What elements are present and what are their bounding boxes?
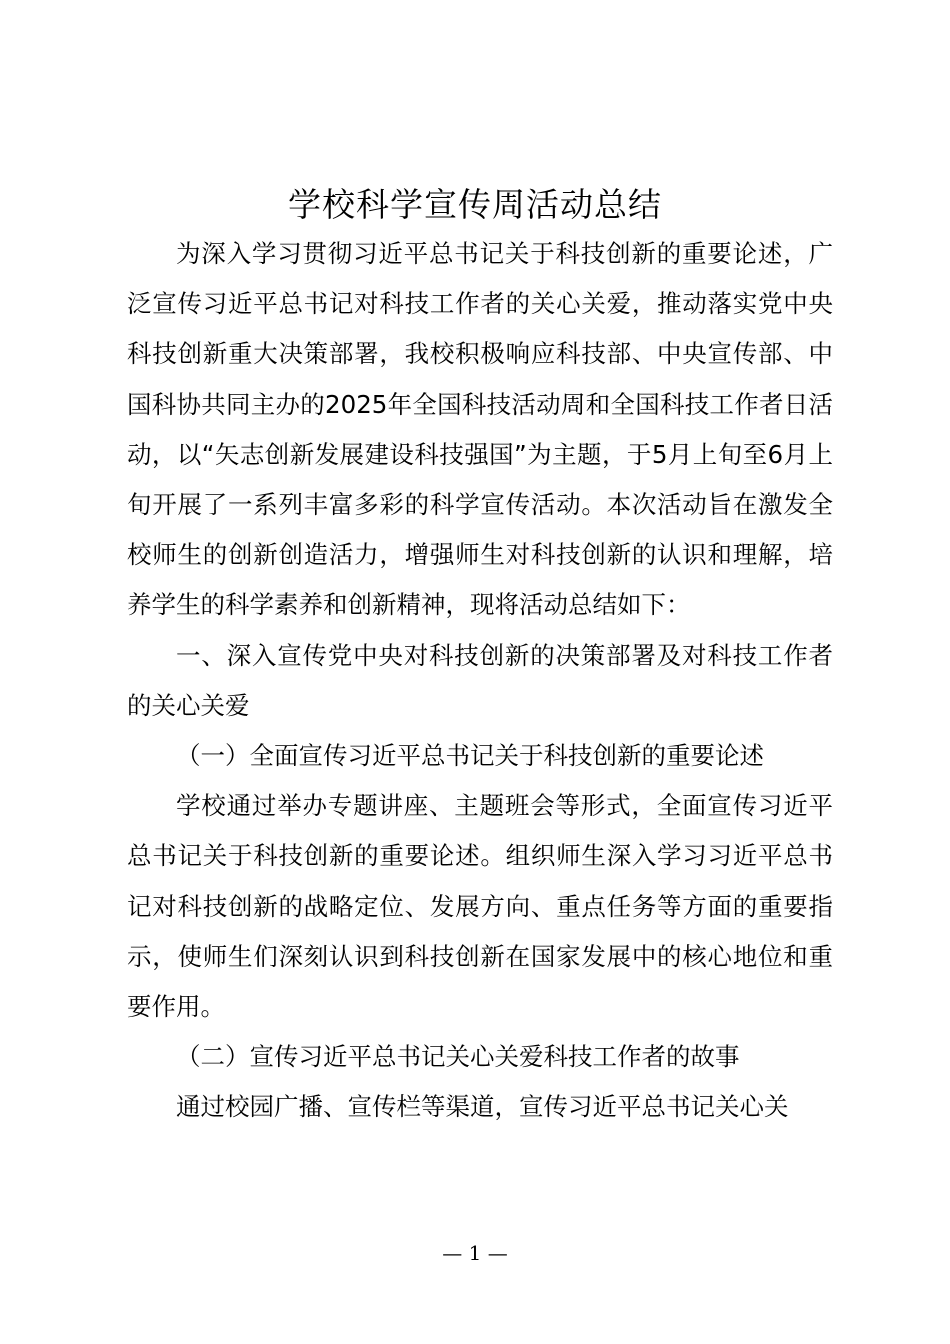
document-title: 学校科学宣传周活动总结 [288,185,662,224]
subsection-heading-1: （一）全面宣传习近平总书记关于科技创新的重要论述 [176,741,764,771]
section-heading-1: 一、深入宣传党中央对科技创新的决策部署及对科技工作者的关心关爱 [127,640,833,720]
subsection-heading-2: （二）宣传习近平总书记关心关爱科技工作者的故事 [176,1042,740,1072]
body-paragraph-2: 通过校园广播、宣传栏等渠道，宣传习近平总书记关心关 [176,1092,789,1122]
intro-paragraph: 为深入学习贯彻习近平总书记关于科技创新的重要论述，广泛宣传习近平总书记对科技工作者的关心关爱，推动落实党中央科技创新重大决策部署，我校积极响应科技部、中央宣传部、中国科协共同主办的2025年全国科技活动周和全国科技工作者日活动，以“矢志创新发展建设科技强国”为主题，于5月上旬至6月上旬开展了一系列丰富多彩的科学宣传活动。本次活动旨在激发全校师生的创新创造活力，增强师生对科技创新的认识和理解，培养学生的科学素养和创新精神，现将活动总结如下： [127,239,833,620]
page-number: — 1 — [442,1241,508,1265]
body-paragraph-1: 学校通过举办专题讲座、主题班会等形式，全面宣传习近平总书记关于科技创新的重要论述。组织师生深入学习习近平总书记对科技创新的战略定位、发展方向、重点任务等方面的重要指示，使师生们深刻认识到科技创新在国家发展中的核心地位和重要作用。 [127,791,833,1022]
document-body [127,229,833,1133]
